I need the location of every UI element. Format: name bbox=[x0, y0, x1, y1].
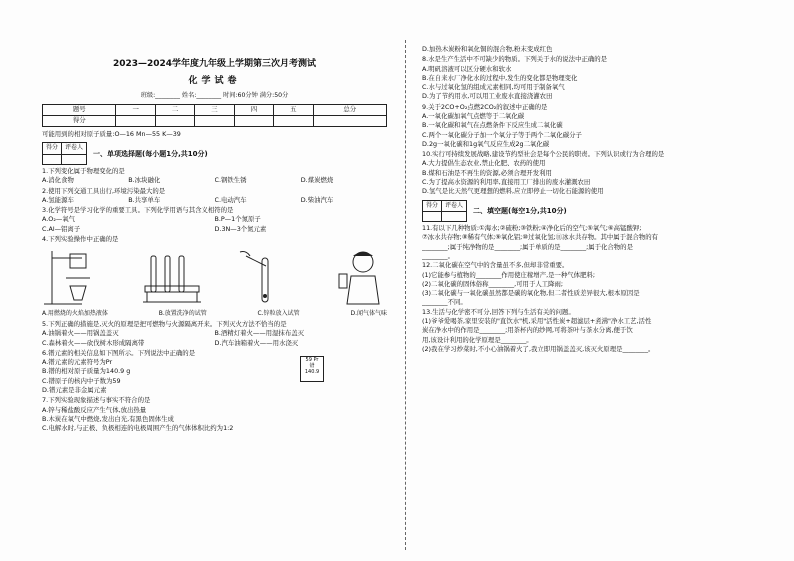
question-stem: 3.化学符号是学习化学的重要工具。下列化学用语与其含义相符的是 bbox=[42, 206, 234, 215]
question-stem: 1.下列变化属于物理变化的是 bbox=[42, 167, 125, 176]
element-mass: 140.9 bbox=[304, 369, 320, 375]
answer-option: C.电解水时,与正极、负极相连的电极周围产生的气体体积比约为1:2 bbox=[42, 424, 234, 433]
answer-options bbox=[422, 112, 767, 149]
answer-option: A.锌与稀盐酸反应产生气体,放出热量 bbox=[42, 405, 147, 414]
figure-caption: D.闻气体气味 bbox=[350, 310, 387, 318]
fill-in-line: (3)二氧化碳与一氧化碳虽然都是碳的氧化物,但二者性质差异很大,根本原因是 bbox=[422, 289, 640, 298]
exam-subtitle: 化学试卷 bbox=[188, 76, 241, 87]
answer-option: B.P—1个氮原子 bbox=[214, 215, 261, 224]
fill-in-line: 12.二氧化碳在空气中的含量虽不多,但却非常重要。 bbox=[422, 261, 569, 270]
heating-liquid-figure bbox=[42, 246, 112, 306]
answer-option: B.木炭在氧气中燃烧,发出白光,有黑色固体生成 bbox=[42, 414, 174, 423]
score-header-cell: 三 bbox=[195, 105, 234, 116]
answer-option: D.3N—3个氮元素 bbox=[214, 224, 267, 233]
answer-option: D.氢气是比天然气更理想的燃料,应立即停止一切化石能源的使用 bbox=[422, 187, 604, 196]
question-item bbox=[42, 187, 387, 206]
section-one-header bbox=[42, 142, 387, 165]
answer-option: B.镨的相对原子质量为140.9 g bbox=[42, 367, 131, 376]
test-tube-rack-figure bbox=[137, 246, 207, 306]
answer-option: A.明矾溶液可以区分硬水和软水 bbox=[422, 64, 512, 73]
answer-option: A.镨元素的元素符号为Pr bbox=[42, 358, 113, 367]
column-divider bbox=[405, 40, 406, 550]
zinc-into-tube-figure bbox=[232, 246, 302, 306]
question-item bbox=[422, 45, 767, 54]
score-cell bbox=[155, 116, 194, 127]
score-header-cell: 二 bbox=[155, 105, 194, 116]
fill-in-line: (2)二氧化碳的固体俗称________,可用于人工降雨; bbox=[422, 279, 564, 288]
answer-option: A.氢能源车 bbox=[42, 195, 74, 204]
answer-options bbox=[42, 406, 387, 434]
answer-option: C.电动汽车 bbox=[214, 195, 247, 204]
answer-option: C.森林着火——砍伐树木形成隔离带 bbox=[42, 338, 145, 347]
student-info: 班级:________ 姓名:________ 时间:60分钟 满分:50分 bbox=[140, 92, 289, 100]
question-list bbox=[42, 167, 387, 244]
grader-box-label: 得分 bbox=[43, 143, 62, 155]
fill-in-line: ________;属于纯净物的是________;属于单质的是________;属于化合物的是 bbox=[422, 242, 633, 251]
fill-in-line: 用,该设计利用的化学原理是________。 bbox=[422, 335, 533, 344]
figure-caption: C.锌粒放入试管 bbox=[257, 310, 300, 318]
question-list bbox=[42, 320, 387, 433]
left-column bbox=[42, 58, 387, 433]
question-stem: D.加热木炭粉和氧化铜的混合物,粉末变成红色 bbox=[422, 45, 553, 53]
fill-in-line: 13.生活与化学密不可分,回答下列与生活有关的问题。 bbox=[422, 307, 575, 316]
score-header-cell: 一 bbox=[116, 105, 155, 116]
figure-caption: B.放置洗净的试管 bbox=[158, 310, 207, 318]
score-label-cell: 得分 bbox=[43, 116, 116, 127]
question-stem: 10.实行可持续发展战略,建设节约型社会是每个公民的职责。下列认识或行为合理的是 bbox=[422, 150, 665, 159]
figure-caption: A.用燃烧的火焰加热液体 bbox=[42, 310, 108, 318]
answer-option: C.镨原子的核内中子数为59 bbox=[42, 376, 121, 385]
answer-options bbox=[42, 329, 387, 348]
answer-option: A.一氧化碳加氧气点燃等于二氧化碳 bbox=[422, 111, 525, 120]
question-stem: 7.下列实验现象描述与事实不符合的是 bbox=[42, 396, 151, 405]
score-table bbox=[42, 104, 387, 127]
section-heading: 二、填空题(每空1分,共10分) bbox=[473, 206, 567, 215]
atomic-mass-note: 可能用到的相对原子质量:O—16 Mn—55 K—39 bbox=[42, 130, 181, 139]
answer-option: A.油锅着火——用锅盖盖灭 bbox=[42, 329, 119, 338]
answer-option: A.O₂—氧气 bbox=[42, 215, 76, 224]
fill-in-line: 11.有以下几种物质:①海水;②硫粉;③铁粉;④净化后的空气;⑤氧气;⑥高锰酸钾; bbox=[422, 224, 642, 233]
element-number: 59 bbox=[305, 357, 312, 363]
score-header-cell: 总分 bbox=[313, 105, 387, 116]
score-cell bbox=[116, 116, 155, 127]
question-stem: 8.水是生产生活中不可缺少的物质。下列关于水的说法中正确的是 bbox=[422, 55, 608, 64]
answer-option: C.Al—铝离子 bbox=[42, 224, 81, 233]
question-item bbox=[422, 55, 767, 101]
question-item bbox=[42, 206, 387, 234]
answer-option: D.2g一氧化碳和1g氧气反应生成2g二氧化碳 bbox=[422, 139, 550, 148]
element-name: 镨 bbox=[309, 363, 315, 369]
fill-in-line: (1)它能参与植物的________作用使庄稼增产,是一种气体肥料; bbox=[422, 270, 596, 279]
right-column bbox=[422, 44, 767, 354]
fill-in-line: ________。 bbox=[422, 252, 454, 261]
score-cell bbox=[234, 116, 273, 127]
section-two-header bbox=[422, 200, 767, 223]
fill-in-line: ________不同。 bbox=[422, 298, 467, 307]
answer-options bbox=[42, 176, 387, 185]
answer-options bbox=[422, 65, 767, 102]
fill-in-line: (2)我在学习炒菜时,不小心油锅着火了,我立即用锅盖盖灭,该灭火原理是________。 bbox=[422, 344, 655, 353]
grader-box-label: 得分 bbox=[423, 200, 442, 212]
exam-title: 2023—2024学年度九年级上学期第三次月考测试 bbox=[112, 59, 317, 69]
element-symbol: Pr bbox=[313, 357, 319, 363]
fill-in-questions bbox=[422, 224, 767, 354]
question-stem: 4.下列实验操作中正确的是 bbox=[42, 235, 119, 244]
question-stem: 2.使用下列交通工具出行,环境污染最大的是 bbox=[42, 186, 166, 195]
score-header-cell: 五 bbox=[274, 105, 313, 116]
score-cell bbox=[313, 116, 387, 127]
question-item bbox=[42, 320, 387, 348]
element-info-box bbox=[300, 356, 324, 382]
answer-option: B.一氧化碳和氧气在点燃条件下反应生成二氧化碳 bbox=[422, 121, 563, 130]
answer-option: B.酒精灯着火——用湿抹布盖灭 bbox=[214, 329, 304, 338]
question-stem: 9.关于2CO+O₂点燃2CO₂的叙述中正确的是 bbox=[422, 102, 548, 111]
score-header-cell: 四 bbox=[234, 105, 273, 116]
answer-option: C.水与过氧化氢的组成元素相同,均可用于制备氧气 bbox=[422, 83, 565, 92]
grader-box bbox=[422, 200, 467, 223]
figure-captions bbox=[42, 310, 387, 319]
answer-option: B.煤和石油是不再生的资源,必须合理开发利用 bbox=[422, 168, 552, 177]
score-cell bbox=[195, 116, 234, 127]
question-item bbox=[42, 235, 387, 244]
answer-option: C.为了提高水资源的利用率,直接用工厂排出的废水灌溉农田 bbox=[422, 177, 591, 186]
grader-box-label: 评卷人 bbox=[62, 143, 87, 155]
answer-options bbox=[422, 159, 767, 196]
fill-in-line: ⑦冰水共存物;⑧稀有气体;⑨氧化铝;⑩过氧化氢;⑪冰水共存物。其中属于混合物的有 bbox=[422, 233, 659, 242]
question-item bbox=[422, 103, 767, 149]
grader-box bbox=[42, 142, 87, 165]
answer-option: C.钢铁生锈 bbox=[214, 176, 247, 185]
fill-in-line: (1)爷爷爱喝茶,家里安装的"直饮水"机,采用"活性炭+超滤层+煮沸"净水工艺,活性 bbox=[422, 317, 652, 325]
answer-option: B.共享单车 bbox=[128, 195, 161, 204]
answer-options bbox=[42, 215, 387, 234]
answer-option: D.镨元素是非金属元素 bbox=[42, 385, 107, 394]
answer-option: B.冰块融化 bbox=[128, 176, 161, 185]
score-cell bbox=[274, 116, 313, 127]
answer-option: B.在自来水厂净化水的过程中,发生的变化都是物理变化 bbox=[422, 73, 578, 82]
question-item bbox=[42, 349, 387, 395]
answer-option: D.汽车油箱着火——用水浇灭 bbox=[214, 338, 299, 347]
grader-box-label: 评卷人 bbox=[442, 200, 467, 212]
answer-options bbox=[42, 196, 387, 205]
answer-option: D.柴油汽车 bbox=[300, 195, 334, 204]
score-header-cell: 题号 bbox=[43, 105, 116, 116]
answer-option: A.大力提倡生态农业,禁止化肥、农药的使用 bbox=[422, 159, 546, 168]
answer-option: A.消化食物 bbox=[42, 176, 74, 185]
answer-options bbox=[42, 358, 387, 395]
question-item bbox=[42, 396, 387, 433]
question-item bbox=[42, 167, 387, 186]
experiment-figures bbox=[42, 246, 387, 308]
question-list bbox=[422, 45, 767, 197]
answer-option: D.为了节约用水,可以用工业废水直接浇灌农田 bbox=[422, 92, 553, 101]
answer-option: D.煤炭燃烧 bbox=[300, 176, 334, 185]
question-item bbox=[422, 150, 767, 196]
question-stem: 6.镨元素的相关信息如下图所示。下列说法中正确的是 bbox=[42, 348, 196, 357]
answer-option: C.两个一氧化碳分子加一个氧分子等于两个二氧化碳分子 bbox=[422, 130, 582, 139]
section-heading: 一、单项选择题(每小题1分,共10分) bbox=[93, 149, 208, 158]
smelling-gas-figure bbox=[327, 246, 387, 306]
question-stem: 5.下列正确的措施是,灭火的原理是把可燃物与火源隔离开来。下列灭火方法不恰当的是 bbox=[42, 319, 287, 328]
fill-in-line: 炭在净水中的作用是________;用茶杯内的纱网,可将茶叶与茶水分离,便于饮 bbox=[422, 326, 633, 335]
